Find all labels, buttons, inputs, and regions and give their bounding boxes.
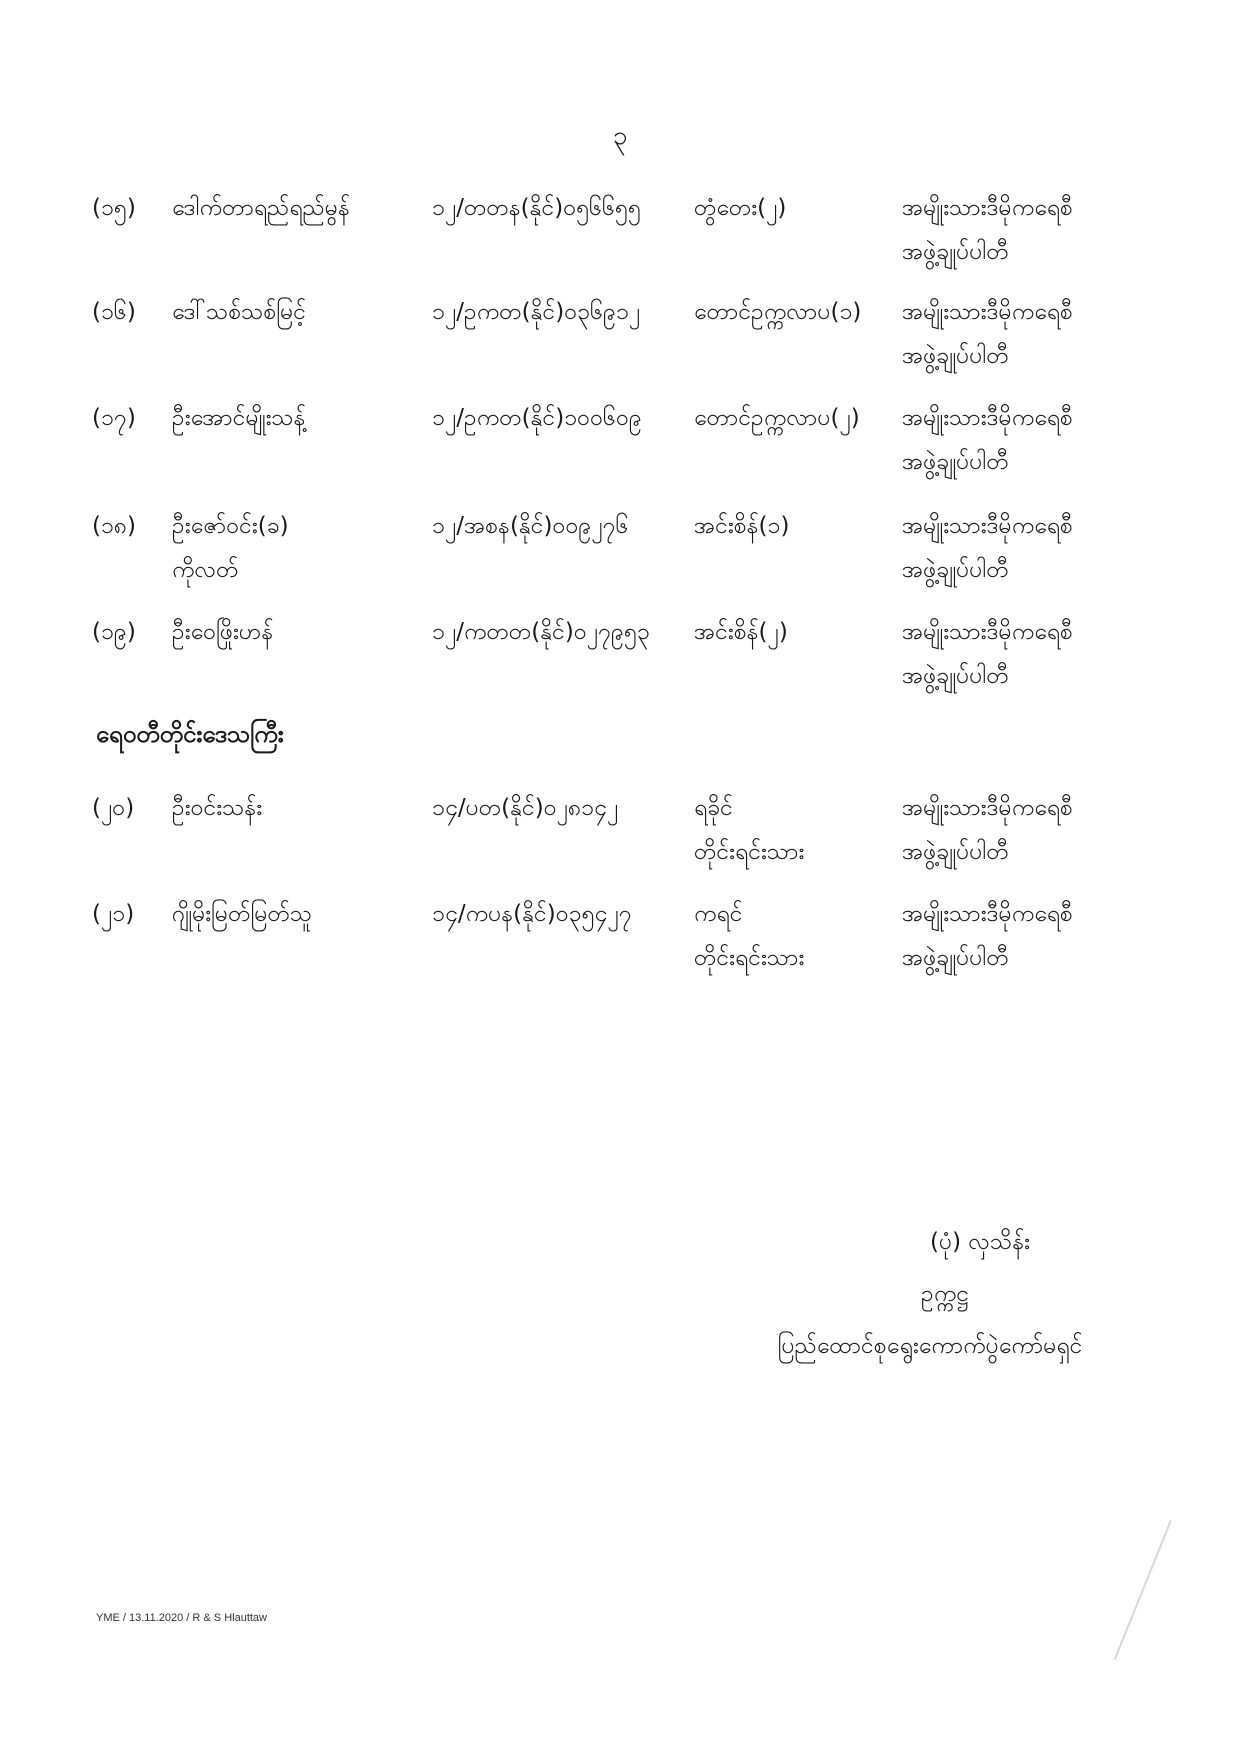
candidate-name: ဒေါ်သစ်သစ်မြင့် xyxy=(172,299,307,325)
constituency: တွံတေး(၂) xyxy=(694,195,787,221)
candidate-name: ဦးဝေဖြိုးဟန် xyxy=(172,619,274,645)
signatory-name: (ပုံ) လှသိန်း xyxy=(930,1229,1030,1255)
national-id: ၁၂/ကတတ(နိုင်)၀၂၇၉၅၃ xyxy=(432,619,650,645)
footer-reference: YME / 13.11.2020 / R & S Hlauttaw xyxy=(96,1612,267,1624)
candidate-name: ဂျိုမိုးမြတ်မြတ်သူ xyxy=(172,901,313,927)
candidate-name: ဦးဇော်ဝင်း(ခ) ကိုလတ် xyxy=(172,513,289,583)
national-id: ၁၂/အစန(နိုင်)၀၀၉၂၇၆ xyxy=(432,513,629,539)
signatory-organization: ပြည်ထောင်စုရွေးကောက်ပွဲကော်မရှင် xyxy=(777,1333,1083,1359)
candidate-name: ဦးဝင်းသန်း xyxy=(172,795,263,821)
constituency: ရခိုင် တိုင်းရင်းသား xyxy=(694,795,805,865)
party: အမျိုးသားဒီမိုကရေစီ အဖွဲ့ချုပ်ပါတီ xyxy=(902,405,1073,475)
national-id: ၁၄/ပတ(နိုင်)၀၂၈၁၄၂ xyxy=(432,795,619,821)
constituency: ကရင် တိုင်းရင်းသား xyxy=(694,901,805,971)
candidate-name: ဒေါက်တာရည်ရည်မွန် xyxy=(172,195,350,221)
signature-block xyxy=(700,1216,1160,1372)
party: အမျိုးသားဒီမိုကရေစီ အဖွဲ့ချုပ်ပါတီ xyxy=(902,299,1073,369)
candidate-name: ဦးအောင်မျိုးသန့် xyxy=(172,405,306,431)
row-number: (၂၀) xyxy=(92,795,135,821)
constituency: တောင်ဥက္ကလာပ(၁) xyxy=(694,299,862,325)
row-number: (၂၁) xyxy=(92,901,135,927)
row-number: (၁၇) xyxy=(92,405,136,431)
page-number: ၃ xyxy=(612,121,628,151)
row-number: (၁၈) xyxy=(92,513,137,539)
section-heading: ရေဝတီတိုင်းဒေသကြီး xyxy=(96,720,284,748)
scan-fold-mark xyxy=(1114,1520,1172,1660)
national-id: ၁၂/ဥကတ(နိုင်)၁၀၀၆၀၉ xyxy=(432,405,642,431)
national-id: ၁၄/ကပန(နိုင်)၀၃၅၄၂၇ xyxy=(432,901,632,927)
row-number: (၁၉) xyxy=(92,619,136,645)
party: အမျိုးသားဒီမိုကရေစီ အဖွဲ့ချုပ်ပါတီ xyxy=(902,195,1073,265)
constituency: အင်းစိန်(၁) xyxy=(694,513,790,539)
party: အမျိုးသားဒီမိုကရေစီ အဖွဲ့ချုပ်ပါတီ xyxy=(902,619,1073,689)
national-id: ၁၂/တတန(နိုင်)၀၅၆၆၅၅ xyxy=(432,195,641,221)
party: အမျိုးသားဒီမိုကရေစီ အဖွဲ့ချုပ်ပါတီ xyxy=(902,901,1073,971)
national-id: ၁၂/ဥကတ(နိုင်)၀၃၆၉၁၂ xyxy=(432,299,641,325)
signatory-title: ဥက္ကဋ္ဌ xyxy=(921,1281,969,1307)
party: အမျိုးသားဒီမိုကရေစီ အဖွဲ့ချုပ်ပါတီ xyxy=(902,795,1073,865)
party: အမျိုးသားဒီမိုကရေစီ အဖွဲ့ချုပ်ပါတီ xyxy=(902,513,1073,583)
constituency: အင်းစိန်(၂) xyxy=(694,619,788,645)
constituency: တောင်ဥက္ကလာပ(၂) xyxy=(694,405,860,431)
row-number: (၁၅) xyxy=(92,195,136,221)
row-number: (၁၆) xyxy=(92,299,136,325)
